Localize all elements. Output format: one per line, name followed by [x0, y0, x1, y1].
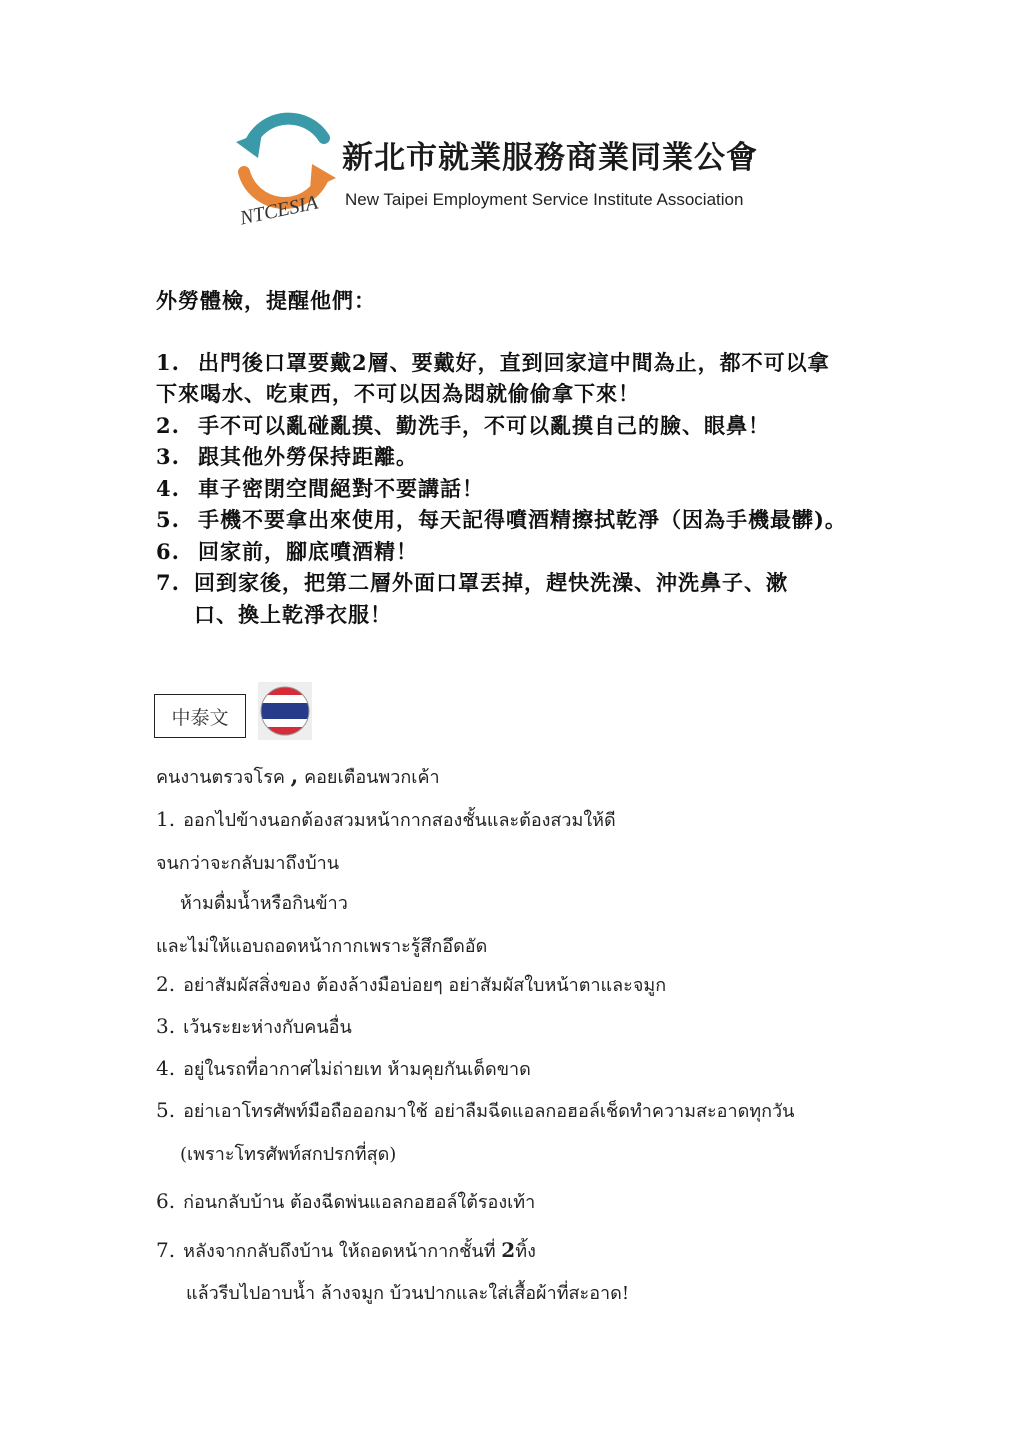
zh-item-6: 6. 回家前，腳底噴酒精！ [156, 539, 418, 564]
th-item-1-line-2: จนกว่าจะกลับมาถึงบ้าน [156, 853, 340, 874]
zh-item-1-line-1: 出門後口罩要戴2層、要戴好，直到回家這中間為止，都不可以拿 [198, 350, 830, 375]
thailand-flag-icon [258, 682, 312, 740]
th-item-5: 5. อย่าเอาโทรศัพท์มือถือออกมาใช้ อย่าลืมฉีดแอลกอฮอล์เช็ดทำความสะอาดทุกวัน [156, 1098, 795, 1122]
th-item-4: 4. อยู่ในรถที่อากาศไม่ถ่ายเท ห้ามคุยกันเด็ดขาด [156, 1056, 531, 1080]
zh-item-7: 7. 回到家後，把第二層外面口罩丟掉，趕快洗澡、沖洗鼻子、漱 [156, 570, 788, 595]
th-intro: คนงานตรวจโรค , คอยเตือนพวกเค้า [156, 763, 440, 789]
th-item-2: 2. อย่าสัมผัสสิ่งของ ต้องล้างมือบ่อยๆ อย่าสัมผัสใบหน้าตาและจมูก [156, 972, 667, 996]
zh-item-2: 2. 手不可以亂碰亂摸、勤洗手，不可以亂摸自己的臉、眼鼻！ [156, 413, 770, 438]
zh-item-3: 3. 跟其他外勞保持距離。 [156, 444, 418, 469]
zh-item-1: 1. 出門後口罩要戴2層、要戴好，直到回家這中間為止，都不可以拿 [156, 350, 830, 375]
th-item-5-line-2: (เพราะโทรศัพท์สกปรกที่สุด) [180, 1144, 397, 1165]
th-item-1-line-3: ห้ามดื่มน้ำหรือกินข้าว [180, 893, 348, 914]
zh-item-4: 4. 車子密閉空間絕對不要講話！ [156, 476, 484, 501]
zh-item-7-line-2: 口、換上乾淨衣服！ [194, 602, 392, 627]
association-logo [232, 108, 792, 248]
org-name-en: New Taipei Employment Service Institute Association [345, 190, 744, 209]
zh-item-5: 5. 手機不要拿出來使用，每天記得噴酒精擦拭乾淨（因為手機最髒)。 [156, 507, 847, 532]
zh-item-1-line-2: 下來喝水、吃東西，不可以因為悶就偷偷拿下來！ [156, 381, 640, 406]
org-abbr: NTCESIA [238, 191, 320, 230]
zh-intro: 外勞體檢，提醒他們： [156, 288, 376, 313]
th-item-7: 7. หลังจากกลับถึงบ้าน ให้ถอดหน้ากากชั้นที่ 2ทิ้ง [156, 1238, 536, 1262]
th-item-3: 3. เว้นระยะห่างกับคนอื่น [156, 1014, 352, 1038]
language-label: 中泰文 [154, 694, 246, 738]
th-item-1-line-4: และไม่ให้แอบถอดหน้ากากเพราะรู้สึกอึดอัด [156, 936, 488, 957]
th-item-6: 6. ก่อนกลับบ้าน ต้องฉีดพ่นแอลกอฮอล์ใต้รองเท้า [156, 1189, 536, 1213]
org-name-zh: 新北市就業服務商業同業公會 [342, 140, 758, 176]
th-item-7-line-2: แล้วรีบไปอาบน้ำ ล้างจมูก บ้วนปากและใส่เสื้อผ้าที่สะอาด! [186, 1283, 630, 1304]
th-item-1: 1. ออกไปข้างนอกต้องสวมหน้ากากสองชั้นและต้องสวมให้ดี [156, 807, 616, 831]
